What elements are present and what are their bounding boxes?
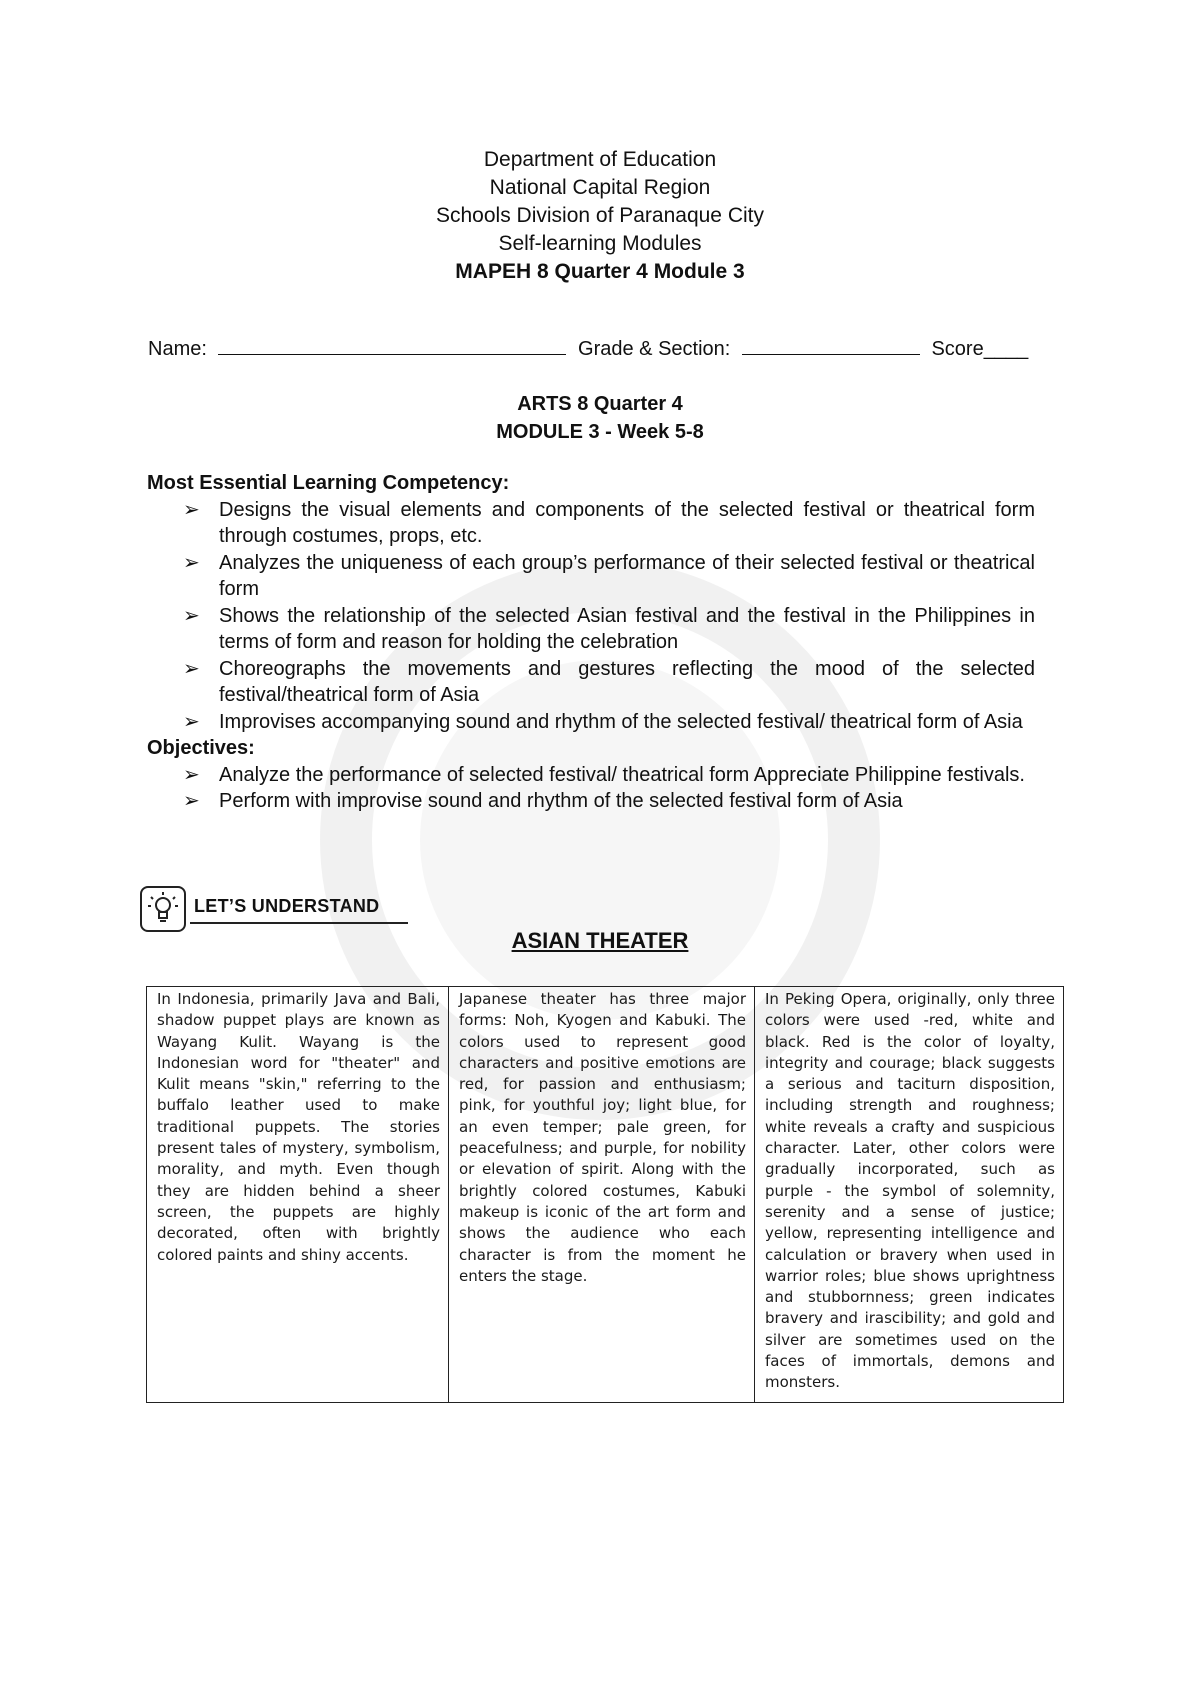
objectives-list	[147, 762, 1035, 815]
header-module-title: MAPEH 8 Quarter 4 Module 3	[455, 260, 745, 283]
student-info-row	[148, 334, 1048, 361]
asian-theater-title: ASIAN THEATER	[511, 928, 689, 953]
list-item: ➢ Improvises accompanying sound and rhythm of the selected festival/ theatrical form of Asia	[147, 709, 1035, 736]
header-division: Schools Division of Paranaque City	[435, 204, 764, 227]
competency-section	[147, 470, 1035, 815]
list-item: ➢ Designs the visual elements and components of the selected festival or theatrical form through costumes, props, etc.	[183, 498, 1035, 547]
list-item: ➢ Shows the relationship of the selected Asian festival and the festival in the Philippines in terms of form and reason for holding the celebration	[183, 604, 1035, 653]
lightbulb-icon	[140, 886, 186, 932]
arrow-bullet-icon: ➢	[183, 551, 200, 574]
list-item: ➢ Analyze the performance of selected festival/ theatrical form Appreciate Philippine festivals.	[147, 762, 1035, 789]
table-row	[147, 987, 1064, 1403]
name-blank[interactable]	[218, 334, 566, 355]
list-item: ➢ Choreographs the movements and gestures reflecting the mood of the selected festival/theatrical form of Asia	[183, 657, 1035, 706]
grade-section-label: Grade & Section:	[578, 338, 731, 360]
table-cell-peking-opera: In Peking Opera, originally, only three colors were used -red, white and black. Red is the color of loyalty, integrity and courage; black suggests a serious and taciturn disposition, including strength and roughness; white reveals a crafty and suspicious character. Later, other colors were gradually incorporated, such as purple - the symbol of solemnity, serenity and a sense of justice; yellow, representing intelligence and calculation or bravery when used in warrior roles; blue shows uprightness and stubbornness; green indicates bravery and irascibility; and gold and silver are sometimes used on the faces of immortals, demons and monsters.	[755, 987, 1064, 1403]
document-header	[0, 146, 1200, 286]
module-titles	[0, 390, 1200, 446]
header-department: Department of Education	[483, 148, 717, 171]
competency-heading: Most Essential Learning Competency:	[147, 472, 510, 494]
table-cell-japan: Japanese theater has three major forms: Noh, Kyogen and Kabuki. The colors used to represent good characters and positive emotions are red, for passion and enthusiasm; pink, for youthful joy; light blue, for an even temper; pale green, for peacefulness; and purple, for nobility or elevation of spirit. Along with the brightly colored costumes, Kabuki makeup is iconic of the art form and shows the audience who each character is from the moment he enters the stage.	[449, 987, 755, 1403]
score-label: Score____	[931, 338, 1029, 360]
banner-underline	[190, 922, 408, 924]
asian-theater-table	[146, 986, 1064, 1403]
arts-quarter-title: ARTS 8 Quarter 4	[517, 393, 683, 415]
list-item: ➢ Analyzes the uniqueness of each group’s performance of their selected festival or theatrical form	[183, 551, 1035, 600]
competency-list	[147, 497, 1035, 736]
arrow-bullet-icon: ➢	[183, 498, 200, 521]
arrow-bullet-icon: ➢	[183, 604, 200, 627]
arrow-bullet-icon: ➢	[183, 710, 200, 733]
arrow-bullet-icon: ➢	[183, 790, 200, 812]
grade-section-blank[interactable]	[742, 334, 920, 355]
arrow-bullet-icon: ➢	[183, 657, 200, 680]
arrow-bullet-icon: ➢	[183, 763, 200, 786]
name-label: Name:	[148, 338, 207, 360]
module-week-title: MODULE 3 - Week 5-8	[496, 421, 704, 443]
objectives-heading: Objectives:	[147, 737, 255, 759]
header-region: National Capital Region	[489, 176, 711, 199]
header-module-type: Self-learning Modules	[498, 232, 702, 255]
lets-understand-label: LET’S UNDERSTAND	[194, 896, 380, 916]
list-item: ➢ Perform with improvise sound and rhythm of the selected festival form of Asia	[147, 788, 1035, 815]
table-cell-indonesia: In Indonesia, primarily Java and Bali, shadow puppet plays are known as Wayang Kulit. Wayang is the Indonesian word for "theater" and Kulit means "skin," referring to the buffalo leather used to make traditional puppets. The stories present tales of mystery, symbolism, morality, and myth. Even though they are hidden behind a sheer screen, the puppets are highly decorated, often with brightly colored paints and shiny accents.	[147, 987, 449, 1403]
